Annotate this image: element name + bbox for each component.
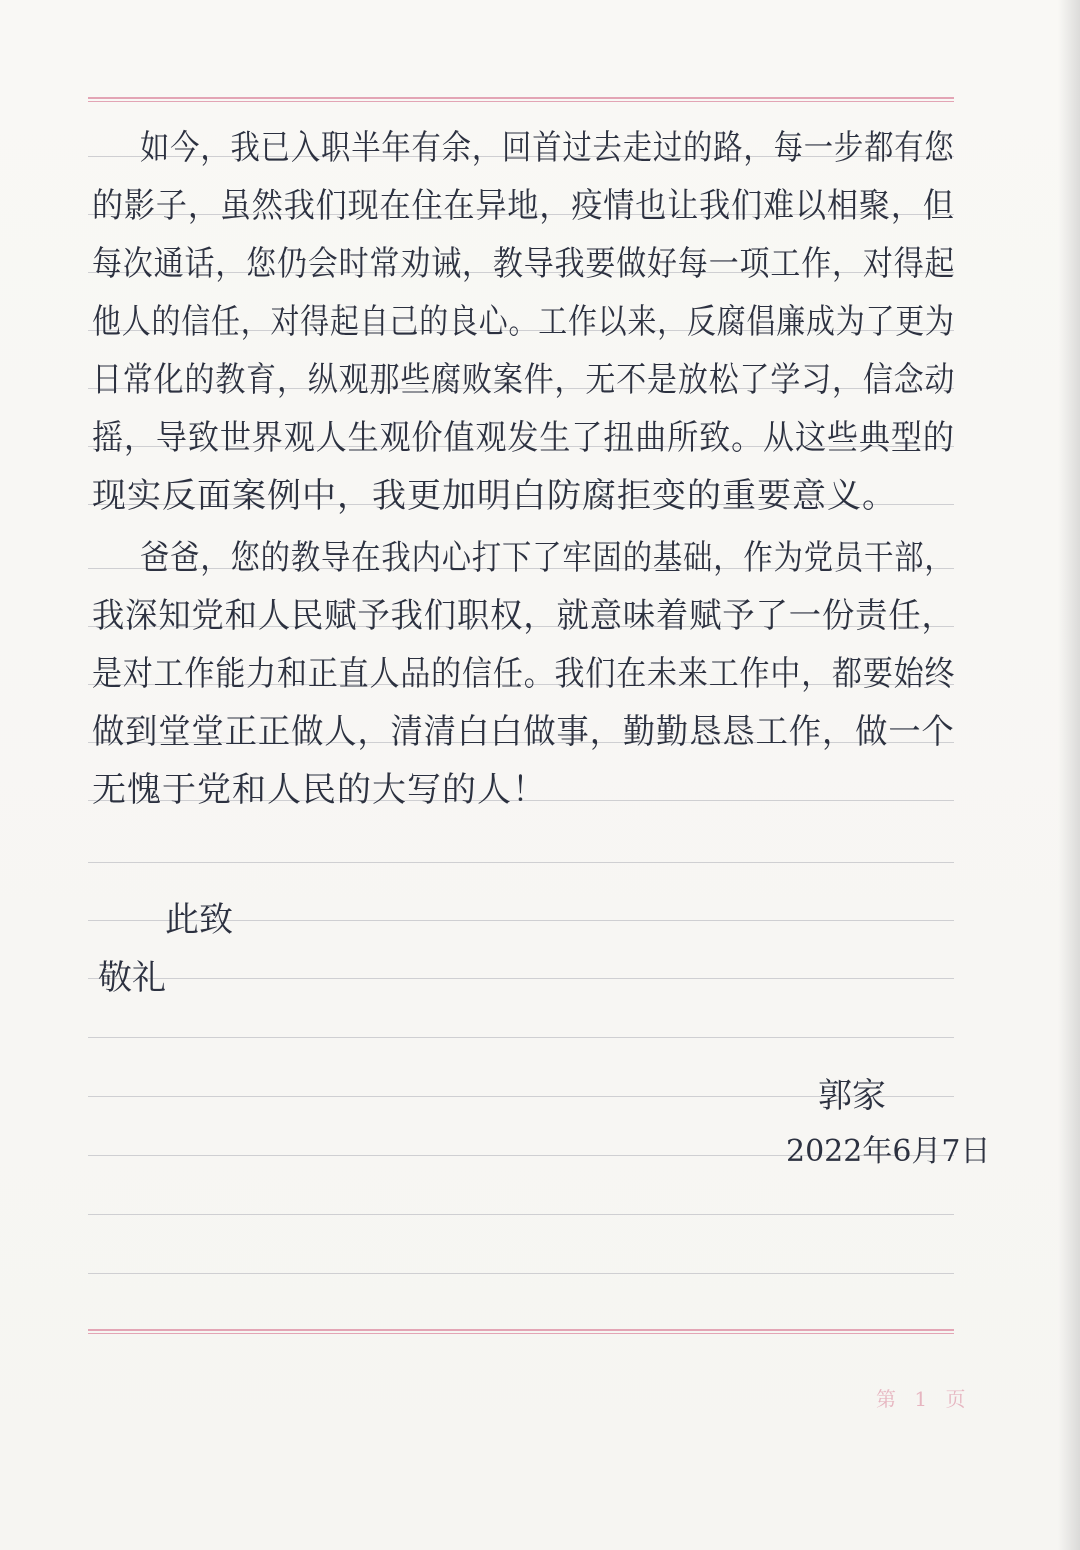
letter-line-2: 的影子，虽然我们现在住在异地，疫情也让我们难以相聚，但 xyxy=(92,186,955,226)
rule-line xyxy=(88,1037,954,1038)
closing-cizhi: 此致 xyxy=(165,900,233,940)
letter-line-3: 每次通话，您仍会时常劝诫，教导我要做好每一项工作，对得起 xyxy=(92,244,956,284)
signature: 郭家 xyxy=(818,1076,886,1116)
rule-line xyxy=(88,1214,954,1215)
letter-line-5: 日常化的教育，纵观那些腐败案件，无不是放松了学习，信念动 xyxy=(92,360,956,400)
letter-line-7: 现实反面案例中，我更加明白防腐拒变的重要意义。 xyxy=(92,476,897,516)
page-number: 第 1 页 xyxy=(876,1387,972,1411)
closing-jingli: 敬礼 xyxy=(98,958,166,998)
letter-line-1: 如今，我已入职半年有余，回首过去走过的路，每一步都有您 xyxy=(140,128,955,168)
letter-line-10: 是对工作能力和正直人品的信任。我们在未来工作中，都要始终 xyxy=(92,654,956,694)
letter-line-6: 摇，导致世界观人生观价值观发生了扭曲所致。从这些典型的 xyxy=(92,418,955,458)
letter-line-11: 做到堂堂正正做人，清清白白做事，勤勤恳恳工作，做一个 xyxy=(92,712,955,752)
rule-line xyxy=(88,1273,954,1274)
paper-edge-shadow xyxy=(1058,0,1080,1550)
letter-line-12: 无愧于党和人民的大写的人！ xyxy=(92,770,547,810)
letter-line-4: 他人的信任，对得起自己的良心。工作以来，反腐倡廉成为了更为 xyxy=(92,302,955,342)
letter-line-9: 我深知党和人民赋予我们职权，就意味着赋予了一份责任， xyxy=(92,596,955,636)
letter-date: 2022年6月7日 xyxy=(786,1134,991,1169)
letter-line-8: 爸爸，您的教导在我内心打下了牢固的基础，作为党员干部， xyxy=(140,538,955,578)
bottom-double-rule xyxy=(88,1329,954,1334)
top-double-rule xyxy=(88,97,954,102)
rule-line xyxy=(88,978,954,979)
rule-line xyxy=(88,862,954,863)
